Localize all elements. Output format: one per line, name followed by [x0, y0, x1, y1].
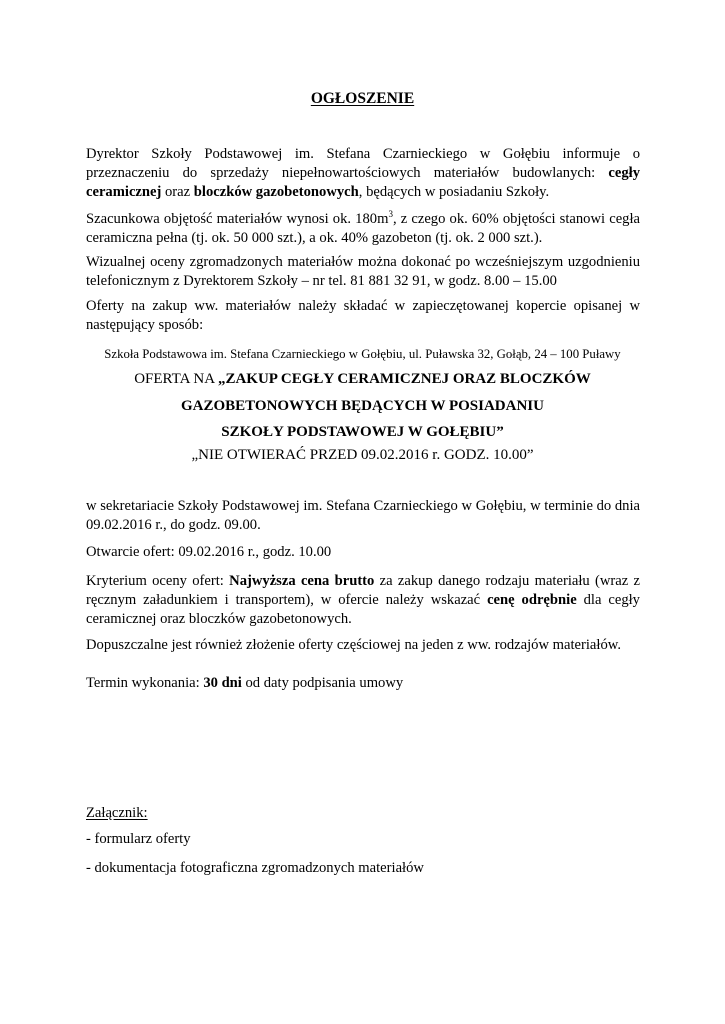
- intro-paragraph: [86, 145, 640, 202]
- attachments-heading: Załącznik:: [86, 805, 148, 821]
- term-suffix: od daty podpisania umowy: [241, 675, 404, 691]
- attachment-item-form: - formularz oferty: [86, 831, 191, 847]
- volume-superscript: 3: [388, 209, 393, 220]
- inspection-paragraph: Wizualnej oceny zgromadzonych materiałów można dokonać po wcześniejszym uzgodnieniu telefonicznym z Dyrektorem Szkoły – nr tel. 81 881 32 91, w godz. 8.00 – 15.00: [86, 254, 640, 289]
- criterion-text-2: za zakup danego rodzaju materiału (wraz z ręcznym załadunkiem i transportem), w ofercie należy wskazać: [86, 573, 641, 608]
- volume-text-1: Szacunkowa objętość materiałów wynosi ok. 180m: [86, 211, 389, 227]
- envelope-line-1-prefix: OFERTA NA: [134, 371, 218, 387]
- intro-text-1: Dyrektor Szkoły Podstawowej im. Stefana Czarnieckiego w Gołębiu informuje o przeznaczeniu do sprzedaży niepełnowartościowych materiałów budowlanych:: [86, 146, 640, 181]
- envelope-line-4: „NIE OTWIERAĆ PRZED 09.02.2016 r. GODZ. 10.00”: [191, 447, 534, 463]
- deadline-paragraph: w sekretariacie Szkoły Podstawowej im. Stefana Czarnieckiego w Gołębiu, w terminie do dnia 09.02.2016 r., do godz. 09.00.: [86, 498, 640, 533]
- criterion-bold-separately: cenę odrębnie: [487, 592, 577, 608]
- partial-offer-paragraph: Dopuszczalne jest również złożenie oferty częściowej na jeden z ww. rodzajów materiałów.: [86, 637, 621, 653]
- school-address: Szkoła Podstawowa im. Stefana Czarnieckiego w Gołębiu, ul. Puławska 32, Gołąb, 24 – 100 Puławy: [104, 347, 621, 361]
- envelope-line-2: GAZOBETONOWYCH BĘDĄCYCH W POSIADANIU: [181, 398, 544, 414]
- term-prefix: Termin wykonania:: [86, 675, 204, 691]
- envelope-line-1: [0, 370, 725, 389]
- intro-bold-brick: cegły ceramicznej: [86, 165, 640, 200]
- term-bold-days: 30 dni: [203, 675, 242, 691]
- offers-instruction-paragraph: Oferty na zakup ww. materiałów należy składać w zapieczętowanej kopercie opisanej w następujący sposób:: [86, 298, 640, 333]
- term-paragraph: [86, 674, 640, 693]
- page-title: OGŁOSZENIE: [310, 90, 415, 107]
- opening-paragraph: Otwarcie ofert: 09.02.2016 r., godz. 10.00: [86, 544, 332, 560]
- criterion-text-3: dla cegły ceramicznej oraz bloczków gazobetonowych.: [86, 592, 640, 627]
- volume-text-2: , z czego ok. 60% objętości stanowi cegła ceramiczna pełna (tj. ok. 50 000 szt.), a ok. 40% gazobeton (tj. ok. 2 000 szt.).: [86, 211, 641, 246]
- envelope-line-1-bold: „ZAKUP CEGŁY CERAMICZNEJ ORAZ BLOCZKÓW: [217, 371, 591, 387]
- criterion-paragraph: [86, 572, 640, 629]
- criterion-bold-price: Najwyższa cena brutto: [229, 573, 375, 589]
- criterion-text-1: Kryterium oceny ofert:: [86, 573, 230, 589]
- attachment-item-photos: - dokumentacja fotograficzna zgromadzonych materiałów: [86, 860, 424, 876]
- intro-bold-blocks: bloczków gazobetonowych: [193, 184, 359, 200]
- intro-text-3: , będących w posiadaniu Szkoły.: [358, 184, 550, 200]
- envelope-line-3: SZKOŁY PODSTAWOWEJ W GOŁĘBIU”: [221, 424, 504, 440]
- intro-text-2: oraz: [161, 184, 194, 200]
- volume-paragraph: [86, 210, 640, 248]
